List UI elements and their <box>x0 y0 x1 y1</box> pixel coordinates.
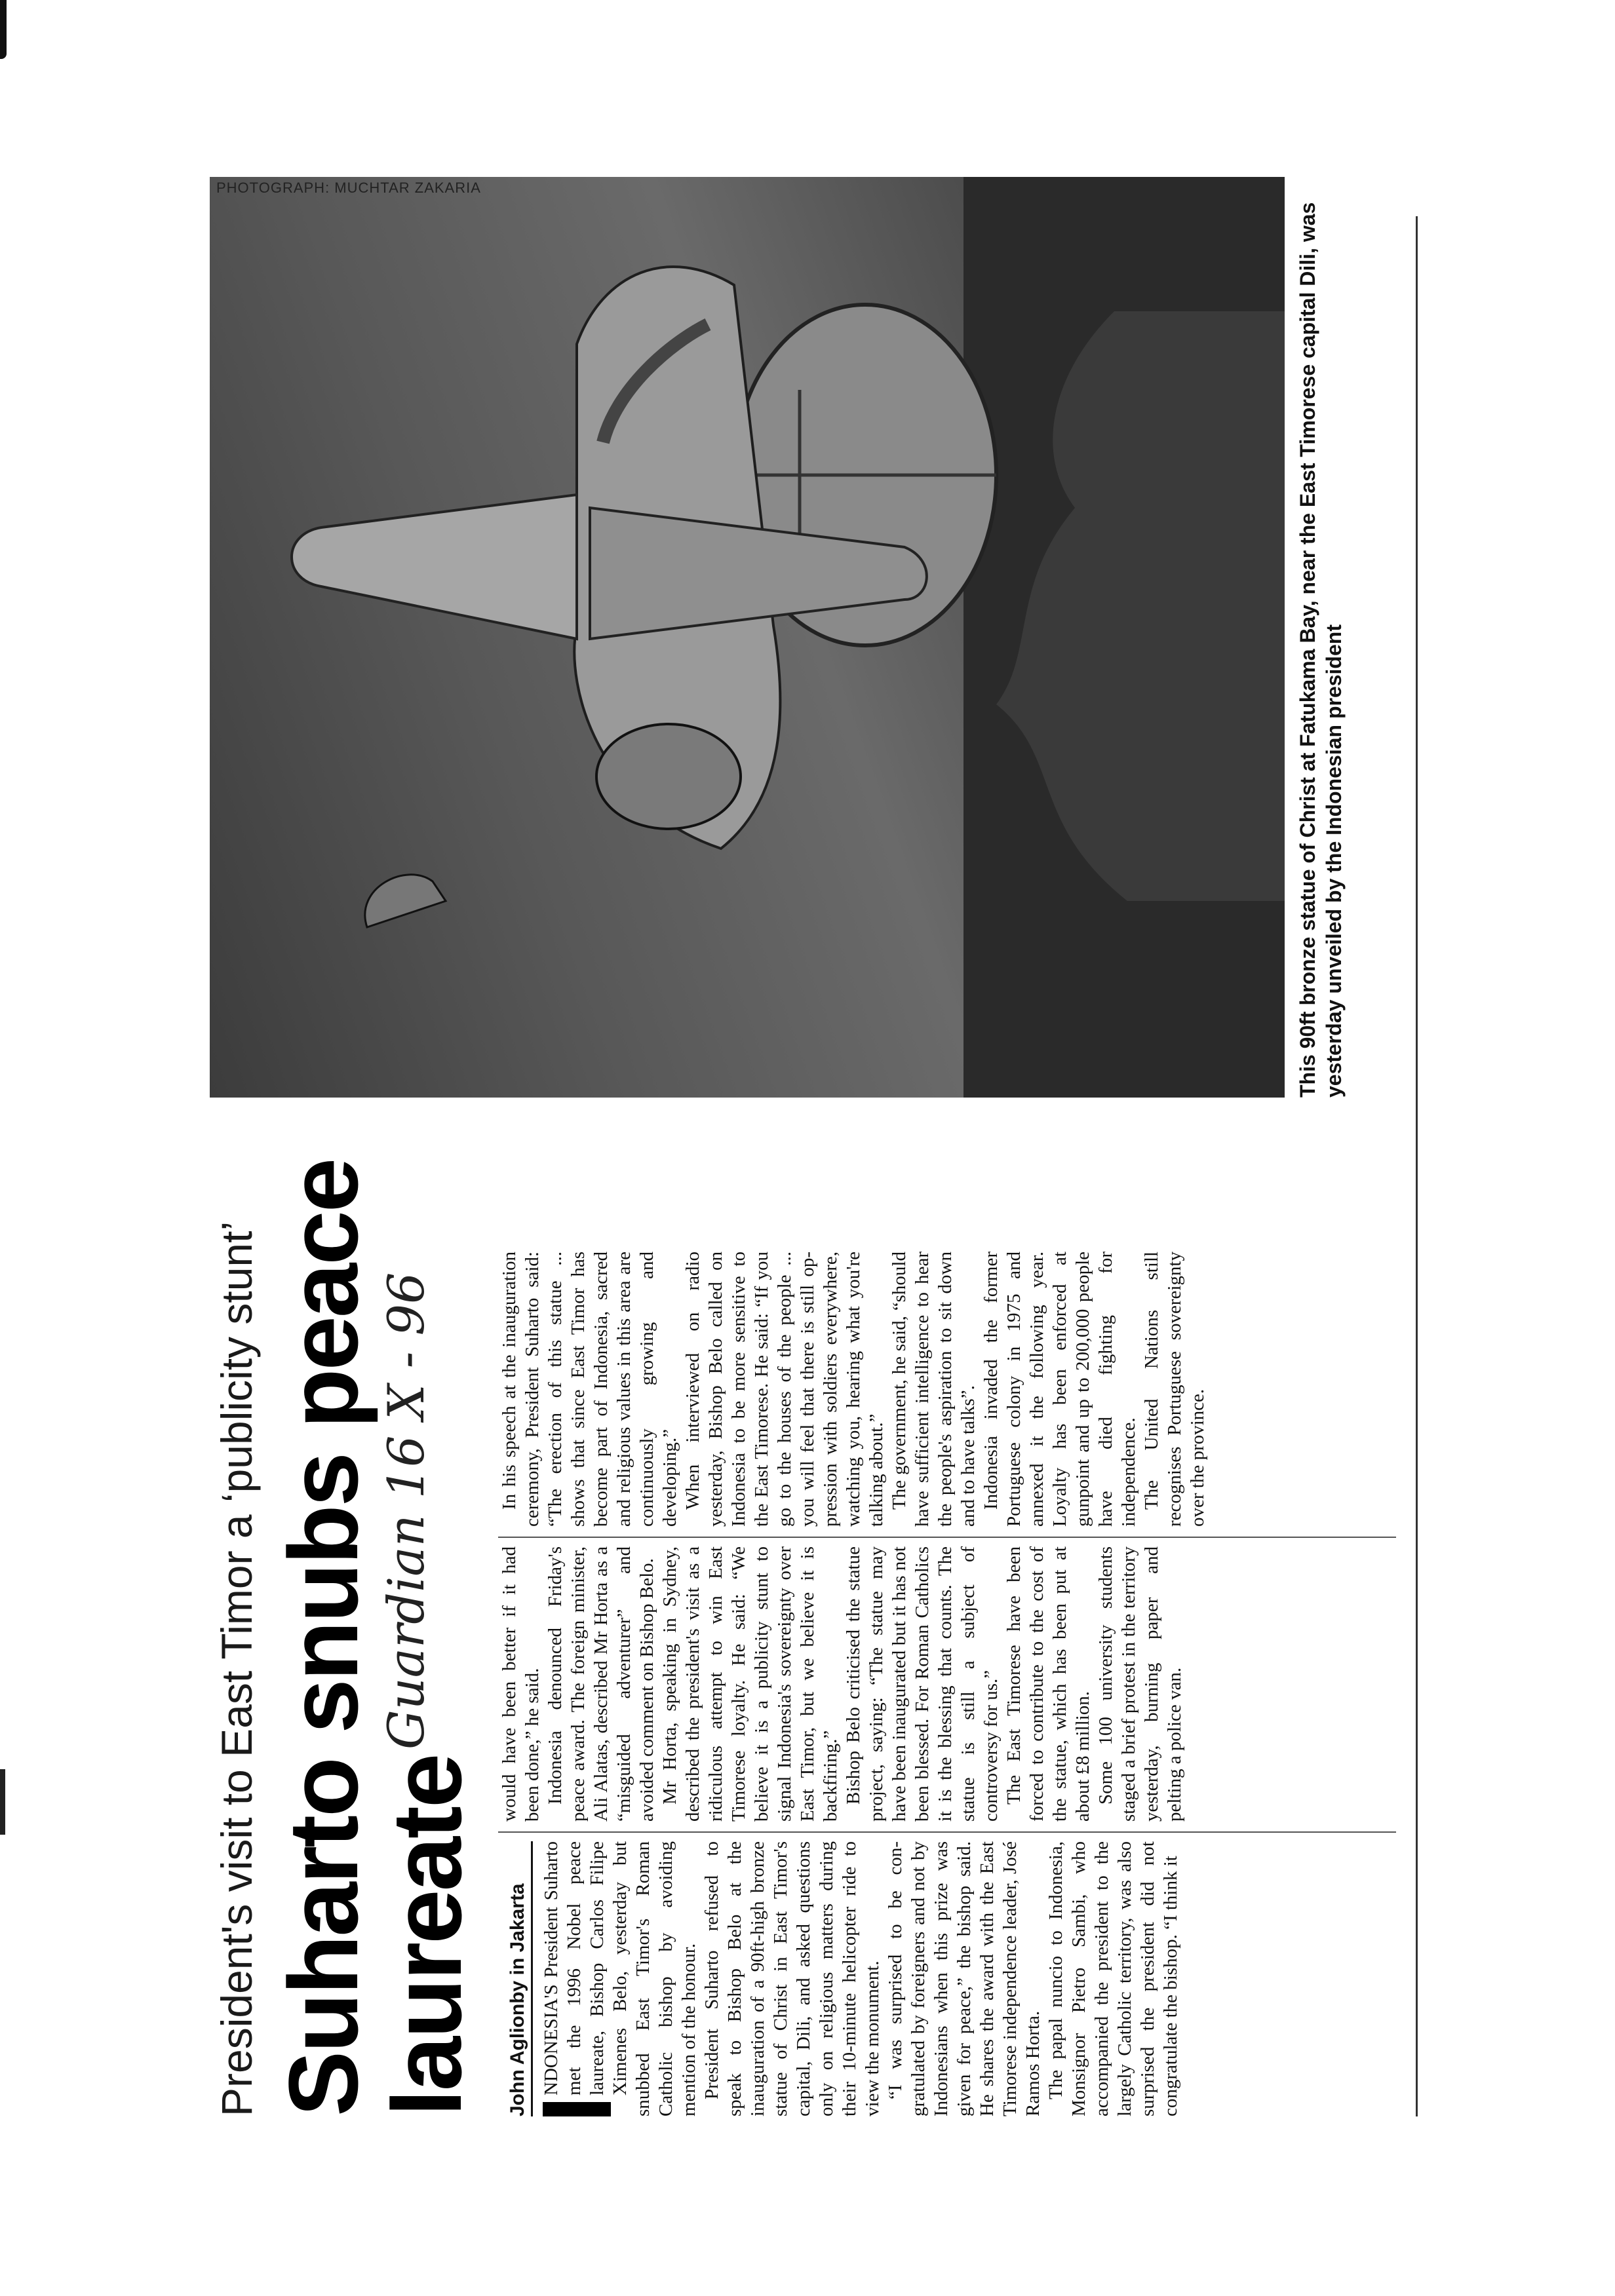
paragraph: In his speech at the inauguration ceremony, President Suharto said: “The erection of this statue ... shows that since East Timor has become part of Indonesia, sacred and religious values in this area are continuously growing and developing.” <box>499 1252 680 1527</box>
paragraph: “I was surprised to be congratulated by foreigners and not by Indonesians when this prize was given for peace,” the bishop said. He shares the award with the East Timorese independence leader, José Ramos Horta. <box>885 1841 1043 2116</box>
paragraph: President Suharto refused to speak to Bishop Belo at the inauguration of a 90ft-high bronze statue of Christ in East Timor's capital, Dili, and asked questions only on religious matters during their 10-minute helicopter ride to view the monument. <box>701 1841 883 2116</box>
photo-caption: This 90ft bronze statue of Christ at Fatukama Bay, near the East Timorese capital Dili, was yesterday unveiled by the Indonesian president <box>1296 202 1346 1098</box>
photo-credit: PHOTOGRAPH: MUCHTAR ZAKARIA <box>216 180 481 196</box>
paragraph: NDONESIA'S President Suharto met the 1996 Nobel peace laureate, Bishop Carlos Filipe Ximenes Belo, yesterday but snubbed East Timor's Roman Catholic bishop by avoiding mention of the honour. <box>541 1841 699 2116</box>
paragraph: Bishop Belo criticised the statue project, saying: “The statue may have been inaugurated but it has not been blessed. For Roman Catholics it is the blessing that counts. The statue is still a subject of controversy for us.” <box>843 1546 1002 1822</box>
drop-cap-bar <box>543 2102 611 2116</box>
paragraph: The government, he said, “should have sufficient intelligence to hear the people's aspiration to sit down and to have talks”. <box>889 1252 979 1527</box>
scan-edge-mark <box>0 1769 5 1835</box>
paragraph: would have been better if it had been done,” he said. <box>499 1546 543 1822</box>
paragraph: Indonesia invaded the former Portuguese colony in 1975 and annexed it the following year. Loyalty has been enforced at gunpoint and up to 200,000 people have died fighting for independence. <box>981 1252 1139 1527</box>
column-rule <box>498 1537 1396 1538</box>
column-rule <box>498 1831 1396 1833</box>
paragraph: Indonesia denounced Friday's peace award. The foreign minister, Ali Alatas, described Mr Horta as a “misguided adventurer” and avoided comment on Bishop Belo. <box>545 1546 657 1822</box>
clipping-bottom-rule <box>1416 216 1418 2116</box>
article-column-1 <box>540 1841 1392 2116</box>
handwritten-source-note: Guardian 16 X - 96 <box>377 1272 435 1750</box>
paragraph: The East Timorese have been forced to contribute to the cost of the statue, which has been put at about £8 million. <box>1003 1546 1093 1822</box>
paragraph: Some 100 university students staged a brief protest in the territory yesterday, burning paper and pelting a police van. <box>1095 1546 1185 1822</box>
paragraph: Mr Horta, speaking in Sydney, described the president's visit as a ridiculous attempt to win East Timorese loyalty. He said: “We believe it is a publicity stunt to signal Indonesia's sovereignty over East Timor, but we believe it is backfiring.” <box>659 1546 841 1822</box>
statue-photograph <box>210 177 1285 1098</box>
paragraph: When interviewed on radio yesterday, Bishop Belo called on Indonesia to be more sensitive to the East Timorese. He said: “If you go to the houses of the people ... you will feel that there is still oppression with soldiers everywhere, watching you, hearing what you're talking about.” <box>682 1252 887 1527</box>
paragraph: The United Nations still recognises Portuguese sovereignty over the province. <box>1141 1252 1208 1527</box>
article-kicker: President's visit to East Timor a ‘publicity stunt’ <box>212 1221 261 2116</box>
scan-edge-mark <box>0 0 7 59</box>
article-column-2 <box>498 1546 1390 1822</box>
article-headline: Suharto snubs peace laureate <box>268 1159 482 2116</box>
article-byline: John Aglionby in Jakarta <box>505 1841 533 2116</box>
statue-illustration <box>210 177 1285 1098</box>
newspaper-clipping <box>210 151 1429 2116</box>
paragraph: The papal nuncio to Indonesia, Monsignor Pietro Sambi, who accompanied the president to the largely Catholic territory, was also surprised the president did not congratulate the bishop. “I think it <box>1045 1841 1181 2116</box>
article-column-3 <box>498 1252 1390 1527</box>
